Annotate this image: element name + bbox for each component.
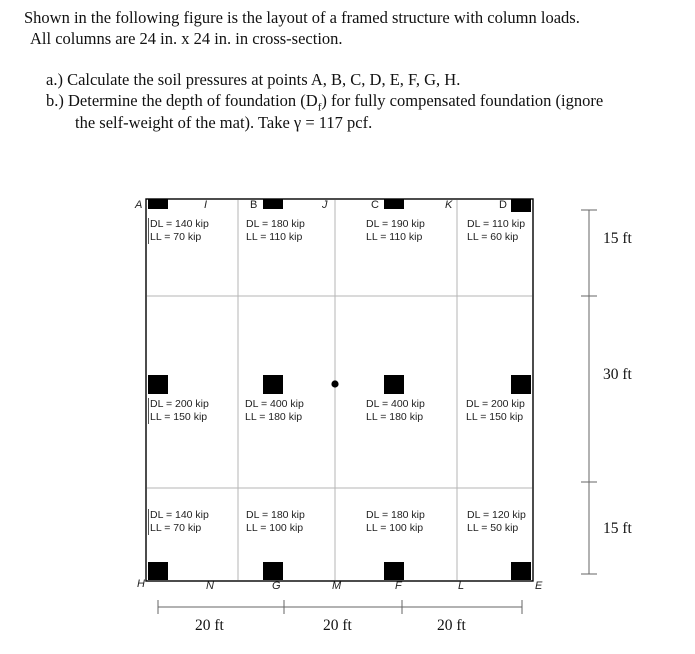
load-box-r1c1 bbox=[148, 218, 209, 244]
load-box-r2c2 bbox=[245, 398, 304, 424]
live-load: LL = 110 kip bbox=[366, 231, 423, 243]
column-r1c4 bbox=[511, 199, 531, 212]
load-box-r1c4 bbox=[467, 218, 525, 244]
dead-load: DL = 190 kip bbox=[366, 218, 425, 230]
dim-label-v-1: 15 ft bbox=[603, 230, 632, 247]
column-r2c1 bbox=[148, 375, 168, 394]
column-r3c3 bbox=[384, 562, 404, 580]
dim-label-h-1: 20 ft bbox=[195, 617, 224, 634]
dead-load: DL = 140 kip bbox=[150, 218, 209, 230]
dead-load: DL = 180 kip bbox=[366, 509, 425, 521]
dim-label-h-2: 20 ft bbox=[323, 617, 352, 634]
load-box-r3c2 bbox=[246, 509, 305, 535]
part-b-text: b.) Determine the depth of foundation (D bbox=[46, 91, 318, 110]
point-label-k: K bbox=[445, 199, 453, 211]
column-r2c3 bbox=[384, 375, 404, 394]
dead-load: DL = 400 kip bbox=[245, 398, 304, 410]
point-label-a: A bbox=[135, 199, 143, 211]
live-load: LL = 150 kip bbox=[466, 411, 524, 423]
point-label-j: J bbox=[322, 199, 328, 211]
dead-load: DL = 180 kip bbox=[246, 509, 305, 521]
live-load: LL = 100 kip bbox=[246, 522, 304, 534]
live-load: LL = 60 kip bbox=[467, 231, 519, 243]
point-label-f: F bbox=[395, 580, 402, 592]
column-r1c3 bbox=[384, 199, 404, 209]
column-r3c2 bbox=[263, 562, 283, 580]
dead-load: DL = 140 kip bbox=[150, 509, 209, 521]
dead-load: DL = 120 kip bbox=[467, 509, 526, 521]
load-box-r3c4 bbox=[467, 509, 526, 535]
point-label-m: M bbox=[332, 580, 342, 592]
load-box-r3c1 bbox=[148, 509, 209, 535]
dead-load: DL = 110 kip bbox=[467, 218, 526, 230]
column-r3c1 bbox=[148, 562, 168, 580]
dim-label-v-3: 15 ft bbox=[603, 520, 632, 537]
column-r1c1 bbox=[148, 199, 168, 209]
point-label-g: G bbox=[272, 580, 281, 592]
part-b-subscript: f bbox=[317, 101, 322, 114]
dim-label-v-2: 30 ft bbox=[603, 366, 632, 383]
vertical-dimension-line bbox=[581, 210, 597, 574]
live-load: LL = 70 kip bbox=[150, 522, 202, 534]
live-load: LL = 180 kip bbox=[245, 411, 303, 423]
point-label-b: B bbox=[250, 199, 258, 211]
live-load: LL = 180 kip bbox=[366, 411, 424, 423]
dim-label-h-3: 20 ft bbox=[437, 617, 466, 634]
dead-load: DL = 400 kip bbox=[366, 398, 425, 410]
live-load: LL = 150 kip bbox=[150, 411, 208, 423]
column-r2c4 bbox=[511, 375, 531, 394]
intro-line-2: All columns are 24 in. x 24 in. in cross-section. bbox=[30, 29, 343, 48]
point-label-e: E bbox=[535, 580, 543, 592]
point-label-d: D bbox=[499, 199, 507, 211]
point-label-c: C bbox=[371, 199, 379, 211]
load-box-r2c1 bbox=[148, 398, 209, 424]
point-label-i: I bbox=[204, 199, 208, 211]
dead-load: DL = 200 kip bbox=[150, 398, 209, 410]
point-label-h: H bbox=[137, 578, 145, 590]
question-part-b-line-2: the self-weight of the mat). Take γ = 117 pcf. bbox=[75, 113, 373, 132]
horizontal-dimension-line bbox=[158, 600, 522, 614]
intro-line-1: Shown in the following figure is the layout of a framed structure with column loads. bbox=[24, 8, 580, 27]
column-r3c4 bbox=[511, 562, 531, 580]
point-label-l: L bbox=[458, 580, 465, 592]
load-box-r2c4 bbox=[466, 398, 525, 424]
column-r1c2 bbox=[263, 199, 283, 209]
load-box-r1c2 bbox=[246, 218, 305, 244]
live-load: LL = 110 kip bbox=[246, 231, 303, 243]
dead-load: DL = 200 kip bbox=[466, 398, 525, 410]
load-box-r1c3 bbox=[366, 218, 425, 244]
question-part-a: a.) Calculate the soil pressures at points A, B, C, D, E, F, G, H. bbox=[46, 70, 461, 89]
live-load: LL = 50 kip bbox=[467, 522, 519, 534]
dead-load: DL = 180 kip bbox=[246, 218, 305, 230]
load-box-r2c3 bbox=[366, 398, 425, 424]
center-point bbox=[331, 380, 338, 387]
part-b-text-end: ) for fully compensated foundation (ignore bbox=[321, 91, 604, 110]
point-label-n: N bbox=[206, 580, 214, 592]
live-load: LL = 100 kip bbox=[366, 522, 424, 534]
live-load: LL = 70 kip bbox=[150, 231, 202, 243]
column-r2c2 bbox=[263, 375, 283, 394]
load-box-r3c3 bbox=[366, 509, 425, 535]
